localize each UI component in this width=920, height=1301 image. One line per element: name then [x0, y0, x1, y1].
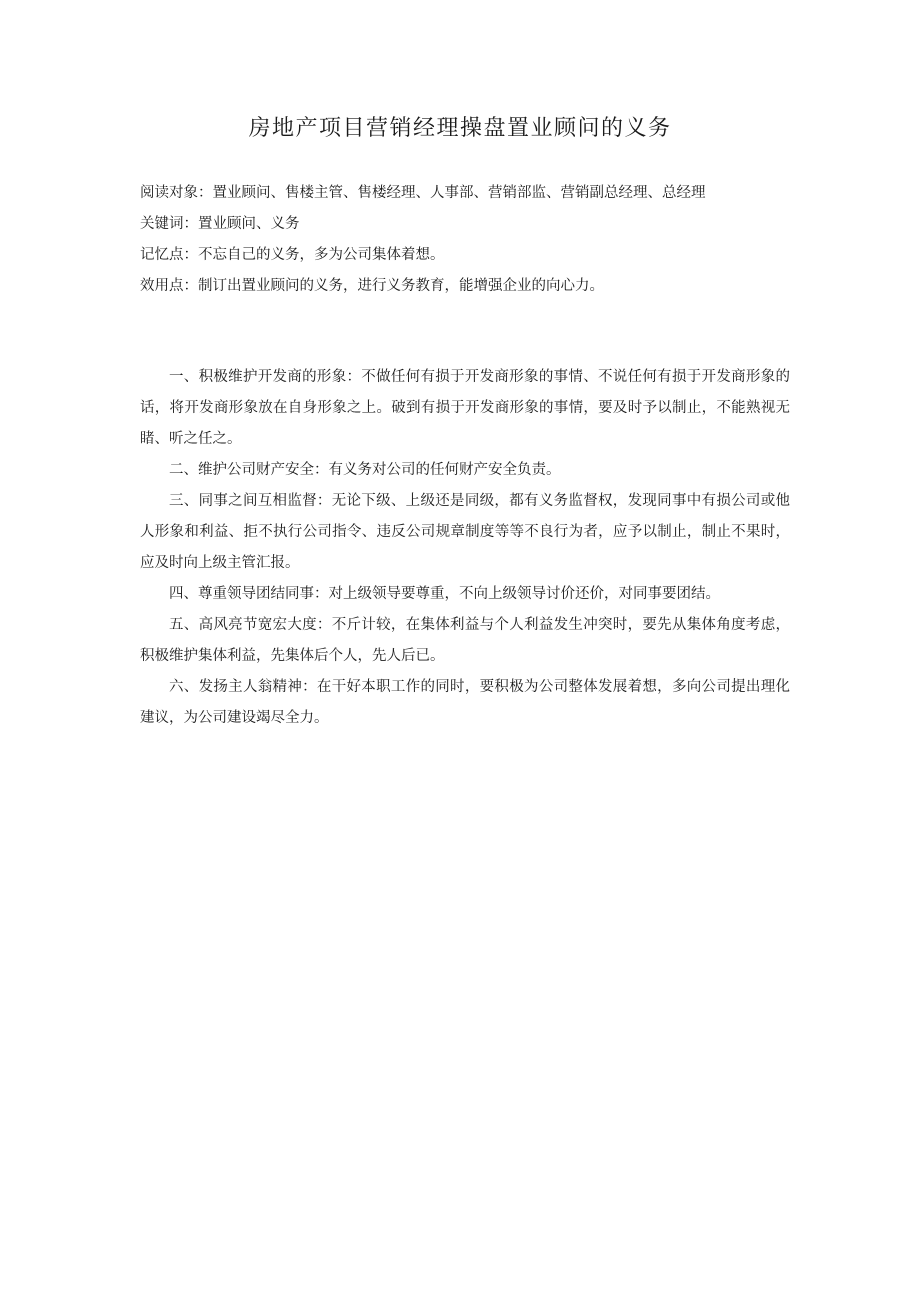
meta-readers	[140, 178, 790, 209]
meta-value: 置业顾问、售楼主管、售楼经理、人事部、营销部监、营销副总经理、总经理	[212, 185, 706, 201]
meta-utility-point	[140, 271, 790, 302]
meta-keywords	[140, 209, 790, 240]
meta-label: 记忆点：	[140, 247, 198, 263]
duty-paragraph-5: 五、高风亮节宽宏大度：不斤计较，在集体利益与个人利益发生冲突时，要先从集体角度考虑，积极维护集体利益，先集体后个人，先人后已。	[140, 617, 790, 664]
document-title: 房地产项目营销经理操盘置业顾问的义务	[248, 116, 672, 141]
duty-paragraph-6: 六、发扬主人翁精神：在干好本职工作的同时，要积极为公司整体发展着想，多向公司提出理化建议，为公司建设竭尽全力。	[140, 679, 790, 726]
meta-value: 不忘自己的义务，多为公司集体着想。	[198, 247, 445, 263]
duty-paragraph-2: 二、维护公司财产安全：有义务对公司的任何财产安全负责。	[169, 462, 561, 478]
meta-label: 关键词：	[140, 216, 198, 232]
meta-value: 置业顾问、义务	[198, 216, 300, 232]
meta-value: 制订出置业顾问的义务，进行义务教育，能增强企业的向心力。	[198, 278, 604, 294]
document-meta	[140, 178, 790, 302]
meta-label: 效用点：	[140, 278, 198, 294]
meta-memory-point	[140, 240, 790, 271]
duty-paragraph-1: 一、积极维护开发商的形象：不做任何有损于开发商形象的事情、不说任何有损于开发商形象的话，将开发商形象放在自身形象之上。破到有损于开发商形象的事情，要及时予以制止，不能熟视无睹、听之任之。	[140, 369, 790, 447]
duty-paragraph-3: 三、同事之间互相监督：无论下级、上级还是同级，都有义务监督权，发现同事中有损公司或他人形象和利益、拒不执行公司指令、违反公司规章制度等等不良行为者，应予以制止，制止不果时，应及时向上级主管汇报。	[140, 493, 790, 571]
duties-list	[140, 362, 790, 734]
meta-label: 阅读对象：	[140, 185, 213, 201]
duty-paragraph-4: 四、尊重领导团结同事：对上级领导要尊重，不向上级领导讨价还价，对同事要团结。	[169, 586, 720, 602]
